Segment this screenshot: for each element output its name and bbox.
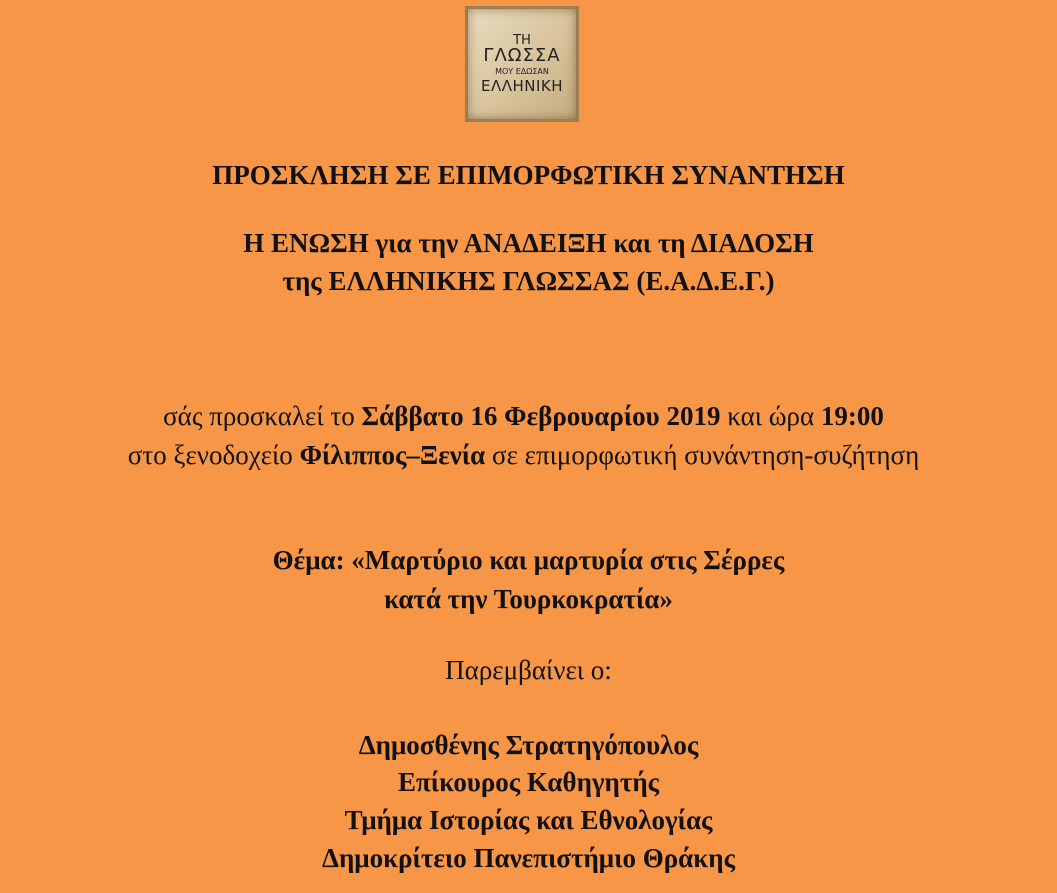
invitation-prefix: σάς προσκαλεί το — [163, 401, 362, 431]
logo-text-line1: ΤΗ — [513, 32, 531, 48]
event-date: Σάββατο 16 Φεβρουαρίου 2019 — [361, 401, 721, 431]
organization-line-1: Η ΕΝΩΣΗ για την ΑΝΑΔΕΙΞΗ και τη ΔΙΑΔΟΣΗ — [243, 228, 814, 258]
logo-emblem — [465, 6, 579, 122]
time-label: και ώρα — [720, 401, 821, 431]
event-time: 19:00 — [820, 401, 884, 431]
speaker-university: Δημοκρίτειο Πανεπιστήμιο Θράκης — [322, 843, 735, 873]
speaker-department: Τμήμα Ιστορίας και Εθνολογίας — [344, 805, 713, 835]
logo-text-line2: ΓΛΩΣΣΑ — [483, 45, 561, 67]
venue-prefix: στο ξενοδοχείο — [127, 440, 300, 470]
event-venue: Φίλιππος–Ξενία — [299, 440, 486, 470]
invitation-venue-line — [0, 440, 1047, 471]
organization-line-2: της ΕΛΛΗΝΙΚΗΣ ΓΛΩΣΣΑΣ (Ε.Α.Δ.Ε.Γ.) — [282, 266, 775, 296]
logo-text-line4: ΕΛΛΗΝΙΚΗ — [480, 76, 564, 95]
venue-suffix: σε επιμορφωτική συνάντηση-συζήτηση — [485, 440, 920, 470]
speaker-position: Επίκουρος Καθηγητής — [397, 767, 660, 797]
speaker-intro: Παρεμβαίνει ο: — [445, 655, 612, 685]
invitation-title: ΠΡΟΣΚΛΗΣΗ ΣΕ ΕΠΙΜΟΡΦΩΤΙΚΗ ΣΥΝΑΝΤΗΣΗ — [212, 160, 845, 190]
invitation-date-line — [0, 401, 1047, 432]
theme-line-1: Θέμα: «Μαρτύριο και μαρτυρία στις Σέρρες — [272, 545, 785, 575]
theme-line-2: κατά την Τουρκοκρατία» — [384, 584, 673, 614]
speaker-name: Δημοσθένης Στρατηγόπουλος — [358, 730, 699, 760]
logo-text-line3: ΜΟΥ ΕΔΩΣΑΝ — [495, 67, 549, 77]
